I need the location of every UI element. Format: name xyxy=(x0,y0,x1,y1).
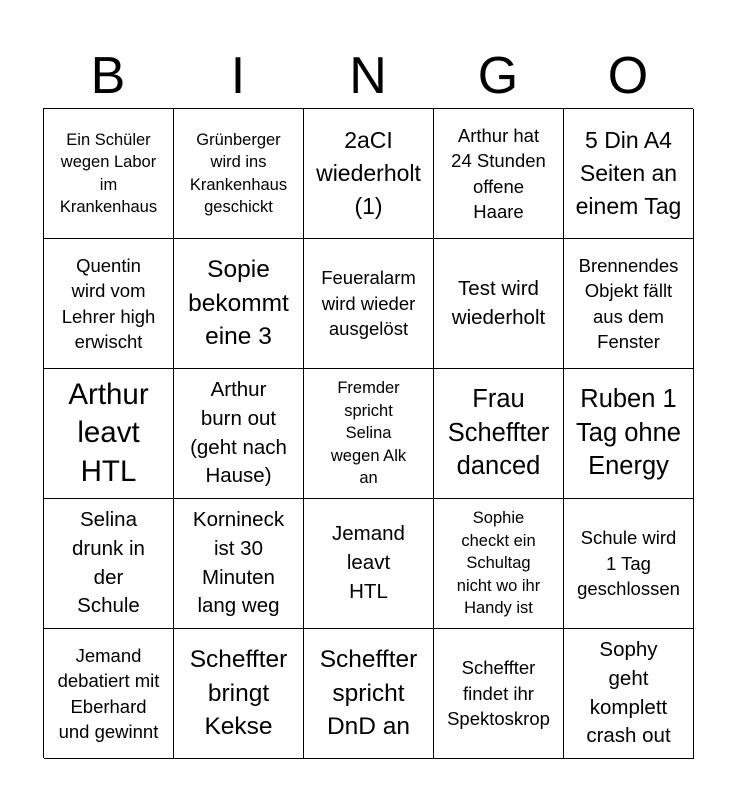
cell-text: Scheffter bringt Kekse xyxy=(189,646,288,741)
bingo-cell[interactable] xyxy=(44,369,174,499)
bingo-cell[interactable] xyxy=(304,629,434,759)
bingo-cell[interactable] xyxy=(44,239,174,369)
cell-text: 2aCI wiederholt (1) xyxy=(316,127,421,219)
bingo-cell[interactable] xyxy=(564,629,694,759)
bingo-cell[interactable] xyxy=(564,369,694,499)
cell-text: Selina drunk in der Schule xyxy=(72,508,145,618)
bingo-cell[interactable] xyxy=(44,499,174,629)
cell-text: 5 Din A4 Seiten an einem Tag xyxy=(575,127,682,219)
bingo-cell[interactable] xyxy=(304,239,434,369)
header-letter-g: G xyxy=(477,47,519,105)
cell-text: Arthur burn out (geht nach Hause) xyxy=(190,378,287,488)
cell-text: Grünberger wird ins Krankenhaus geschickt xyxy=(189,130,288,216)
bingo-cell[interactable] xyxy=(304,499,434,629)
cell-text: Arthur leavt HTL xyxy=(68,377,149,488)
bingo-cell[interactable] xyxy=(434,499,564,629)
cell-text: Sopie bekommt eine 3 xyxy=(188,256,289,351)
header-letter-o: O xyxy=(607,47,649,105)
bingo-cell[interactable] xyxy=(434,109,564,239)
bingo-cell[interactable] xyxy=(174,629,304,759)
cell-text: Scheffter spricht DnD an xyxy=(319,646,418,741)
cell-text: Ruben 1 Tag ohne Energy xyxy=(576,385,681,481)
cell-text: Quentin wird vom Lehrer high erwischt xyxy=(61,254,156,352)
bingo-cell[interactable] xyxy=(174,239,304,369)
cell-text: Arthur hat 24 Stunden offene Haare xyxy=(451,124,546,222)
cell-text: Test wird wiederholt xyxy=(451,276,546,329)
cell-text: Ein Schüler wegen Labor im Krankenhaus xyxy=(59,130,158,216)
cell-text: Frau Scheffter danced xyxy=(447,385,550,481)
bingo-cell[interactable] xyxy=(434,239,564,369)
bingo-cell[interactable] xyxy=(304,109,434,239)
bingo-cell[interactable] xyxy=(304,369,434,499)
bingo-cell[interactable] xyxy=(434,369,564,499)
cell-text: Schule wird 1 Tag geschlossen xyxy=(577,527,680,600)
bingo-board xyxy=(43,108,693,758)
bingo-cell[interactable] xyxy=(564,109,694,239)
cell-text: Kornineck ist 30 Minuten lang weg xyxy=(192,508,285,618)
bingo-cell[interactable] xyxy=(44,629,174,759)
cell-text: Jemand debatiert mit Eberhard und gewinnt xyxy=(57,644,160,742)
cell-text: Scheffter findet ihr Spektoskrop xyxy=(447,657,550,730)
bingo-cell[interactable] xyxy=(564,499,694,629)
bingo-cell[interactable] xyxy=(434,629,564,759)
cell-text: Fremder spricht Selina wegen Alk an xyxy=(330,379,407,488)
bingo-cell[interactable] xyxy=(174,109,304,239)
cell-text: Jemand leavt HTL xyxy=(332,522,405,603)
header-letter-i: I xyxy=(230,47,246,105)
cell-text: Sophy geht komplett crash out xyxy=(586,638,671,748)
header-letter-b: B xyxy=(90,47,126,105)
header-letter-n: N xyxy=(349,47,387,105)
bingo-cell[interactable] xyxy=(564,239,694,369)
bingo-header xyxy=(43,40,693,108)
bingo-cell[interactable] xyxy=(174,369,304,499)
cell-text: Feueralarm wird wieder ausgelöst xyxy=(321,267,416,340)
cell-text: Sophie checkt ein Schultag nicht wo ihr Handy ist xyxy=(456,509,541,618)
bingo-cell[interactable] xyxy=(174,499,304,629)
cell-text: Brennendes Objekt fällt aus dem Fenster xyxy=(578,254,679,352)
bingo-cell[interactable] xyxy=(44,109,174,239)
